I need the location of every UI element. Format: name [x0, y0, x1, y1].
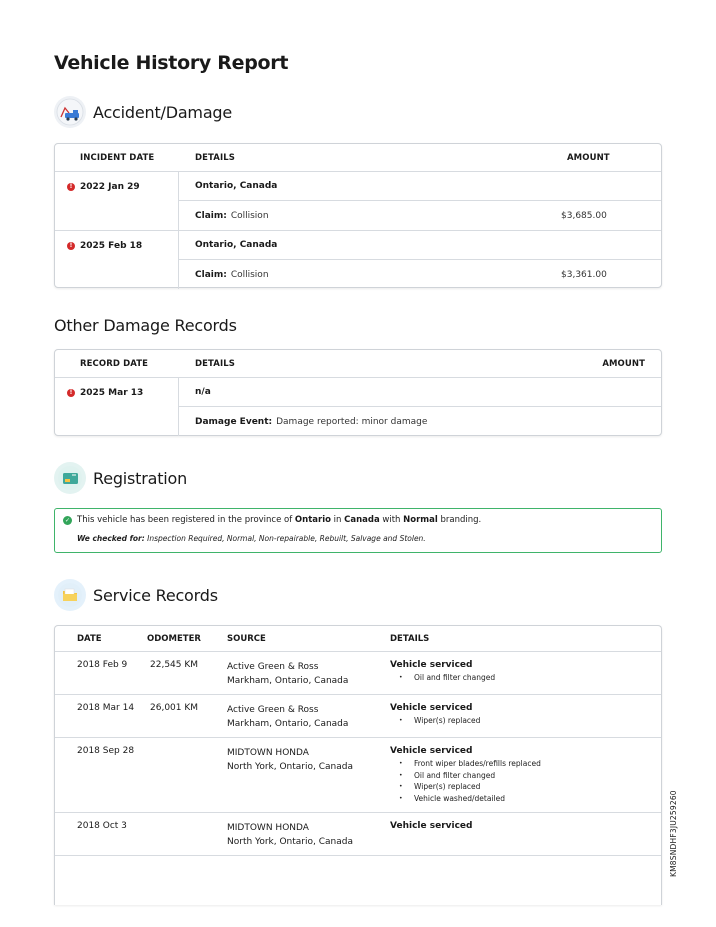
- reg-province: Ontario: [294, 515, 331, 525]
- record-date-cell: [55, 378, 179, 436]
- detail-list: [390, 672, 661, 684]
- source-location: Markham, Ontario, Canada: [227, 676, 349, 686]
- record-date: 2025 Mar 13: [80, 388, 144, 398]
- service-odometer: 22,545 KM: [150, 660, 199, 670]
- incident-date-cell: [55, 172, 179, 230]
- source-name: MIDTOWN HONDA: [227, 823, 309, 833]
- registration-status-box: [54, 508, 662, 553]
- service-odometer: [147, 746, 227, 812]
- header-record-date: RECORD DATE: [80, 358, 149, 369]
- vin-side-label: [662, 782, 682, 877]
- service-table-header: [55, 626, 661, 652]
- reg-text-pre: This vehicle has been registered in the province of: [77, 515, 293, 525]
- reg-country: Canada: [344, 515, 380, 525]
- source-location: Markham, Ontario, Canada: [227, 719, 349, 729]
- service-details: [390, 660, 661, 694]
- incident-date-cell: [55, 231, 179, 289]
- check-icon: ✓: [64, 516, 71, 524]
- accident-table: [54, 143, 662, 288]
- incident-group: [55, 172, 661, 231]
- incident-location-row: [179, 231, 661, 260]
- accident-section-header: [54, 96, 232, 128]
- service-row: [55, 652, 661, 695]
- service-source: [227, 660, 390, 694]
- detail-title: Vehicle serviced: [390, 703, 473, 713]
- record-rows: [179, 378, 661, 436]
- service-source: [227, 703, 390, 737]
- record-location: n/a: [195, 387, 211, 397]
- report-title: Vehicle History Report: [54, 52, 289, 74]
- detail-item: • Oil and filter changed: [399, 672, 661, 684]
- service-details: [390, 821, 661, 855]
- service-section-title: Service Records: [93, 585, 218, 605]
- accident-section-title: Accident/Damage: [93, 102, 233, 122]
- incident-group: [55, 231, 661, 289]
- detail-item: • Wiper(s) replaced: [399, 781, 661, 793]
- service-date: 2018 Mar 14: [77, 703, 135, 713]
- detail-item: • Front wiper blades/refills replaced: [399, 758, 661, 770]
- detail-item: • Vehicle washed/detailed: [399, 793, 661, 805]
- registration-section-title: Registration: [93, 468, 188, 488]
- tow-truck-icon: [54, 96, 86, 128]
- registration-status-line: [63, 515, 651, 525]
- service-date: 2018 Feb 9: [77, 660, 128, 670]
- header-source: SOURCE: [227, 633, 266, 644]
- header-details: DETAILS: [195, 152, 235, 163]
- record-event-row: [179, 407, 661, 436]
- alert-icon: !: [67, 183, 75, 191]
- service-date: 2018 Oct 3: [77, 821, 127, 831]
- service-odometer: 26,001 KM: [150, 703, 199, 713]
- record-group: [55, 378, 661, 436]
- service-source: [227, 746, 390, 812]
- incident-rows: [179, 172, 661, 230]
- detail-item: • Wiper(s) replaced: [399, 715, 661, 727]
- alert-icon: !: [67, 242, 75, 250]
- service-details: [390, 746, 661, 812]
- reg-text-in: in: [333, 515, 342, 525]
- detail-title: Vehicle serviced: [390, 660, 473, 670]
- service-table: [54, 625, 662, 905]
- service-section-header: [54, 579, 218, 611]
- header-date: DATE: [77, 633, 102, 644]
- claim-amount: $3,685.00: [561, 210, 607, 221]
- source-name: Active Green & Ross: [227, 662, 319, 672]
- header-incident-date: INCIDENT DATE: [80, 152, 155, 163]
- source-name: MIDTOWN HONDA: [227, 748, 309, 758]
- other-damage-table-header: [55, 350, 661, 378]
- service-row: [55, 695, 661, 738]
- other-damage-table: [54, 349, 662, 436]
- header-details: DETAILS: [195, 358, 235, 369]
- incident-claim-row: [179, 260, 661, 289]
- claim-value: Collision: [230, 269, 269, 280]
- accident-table-header: [55, 144, 661, 172]
- header-amount: AMOUNT: [567, 152, 610, 163]
- claim-label: Claim:: [195, 210, 227, 221]
- header-details: DETAILS: [390, 633, 430, 644]
- record-location-row: [179, 378, 661, 407]
- service-date: 2018 Sep 28: [77, 746, 135, 756]
- registration-card-icon: [54, 462, 86, 494]
- checked-for-label: We checked for:: [77, 534, 145, 543]
- event-value: Damage reported: minor damage: [276, 416, 428, 427]
- detail-title: Vehicle serviced: [390, 821, 473, 831]
- header-odometer: ODOMETER: [147, 633, 201, 644]
- incident-claim-row: [179, 201, 661, 230]
- source-location: North York, Ontario, Canada: [227, 837, 353, 847]
- folder-icon: [54, 579, 86, 611]
- source-location: North York, Ontario, Canada: [227, 762, 353, 772]
- incident-rows: [179, 231, 661, 289]
- vin-side-text: KM8SNDHF3JU259260: [669, 790, 678, 877]
- claim-value: Collision: [230, 210, 269, 221]
- checked-for-list: Inspection Required, Normal, Non-repairable, Rebuilt, Salvage and Stolen.: [147, 534, 426, 543]
- service-row: [55, 813, 661, 856]
- incident-date: 2025 Feb 18: [80, 241, 143, 251]
- detail-title: Vehicle serviced: [390, 746, 473, 756]
- service-row: [55, 738, 661, 813]
- service-odometer: [147, 821, 227, 855]
- checked-for-line: [63, 534, 651, 543]
- incident-location: Ontario, Canada: [195, 181, 278, 191]
- registration-section-header: [54, 462, 187, 494]
- detail-list: [390, 715, 661, 727]
- claim-amount: $3,361.00: [561, 269, 607, 280]
- claim-label: Claim:: [195, 269, 227, 280]
- reg-branding: Normal: [403, 515, 438, 525]
- event-label: Damage Event:: [195, 416, 273, 427]
- incident-location-row: [179, 172, 661, 201]
- detail-item: • Oil and filter changed: [399, 770, 661, 782]
- header-amount: AMOUNT: [602, 358, 645, 369]
- incident-location: Ontario, Canada: [195, 240, 278, 250]
- reg-text-post: branding.: [440, 515, 482, 525]
- source-name: Active Green & Ross: [227, 705, 319, 715]
- reg-text-with: with: [382, 515, 401, 525]
- detail-list: [390, 758, 661, 804]
- alert-icon: !: [67, 389, 75, 397]
- service-details: [390, 703, 661, 737]
- other-damage-title: Other Damage Records: [54, 316, 237, 335]
- incident-date: 2022 Jan 29: [80, 182, 140, 192]
- service-source: [227, 821, 390, 855]
